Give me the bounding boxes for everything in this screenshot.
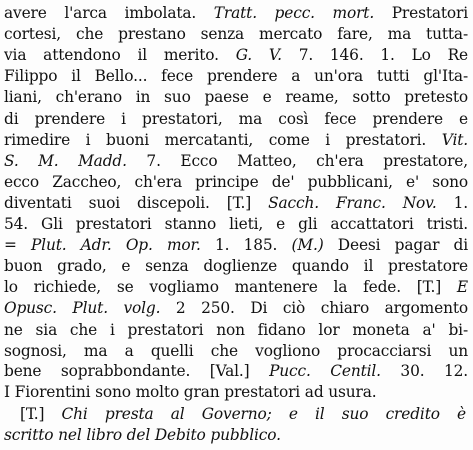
text-line: sognosi, ma a quelli che vogliono procacciarsi un	[4, 341, 468, 360]
text-line: lo richiede, se vogliamo mantenere la fede. [T.] E	[4, 278, 468, 297]
text-line: ne sia che i prestatori non fidano lor moneta a' bi-	[4, 320, 468, 339]
text-line: diventati suoi discepoli. [T.] Sacch. Franc. Nov. 1.	[4, 193, 468, 212]
text-line: ecco Zaccheo, ch'era principe de' pubblicani, e' sono	[4, 172, 468, 191]
text-line: bene soprabbondante. [Val.] Pucc. Centil. 30. 12.	[4, 362, 469, 380]
text-line: buon grado, e senza doglienze quando il prestatore	[4, 257, 468, 276]
text-line: = Plut. Adr. Op. mor. 1. 185. (M.) Deesi pagar di	[4, 236, 468, 255]
text-line: di prendere i prestatori, ma così fece prendere e	[4, 109, 468, 128]
text-line: S. M. Madd. 7. Ecco Matteo, ch'era prestatore,	[4, 151, 468, 170]
text-line: 54. Gli prestatori stanno lieti, e gli accattatori tristi.	[4, 215, 468, 233]
text-line: I Fiorentini sono molto gran prestatori ad usura.	[4, 383, 377, 401]
text-line: Opusc. Plut. volg. 2 250. Di ciò chiaro argomento	[4, 299, 468, 318]
text-line: liani, ch'erano in suo paese e reame, sotto pretesto	[4, 88, 468, 107]
note-line: scritto nel libro del Debito pubblico.	[4, 426, 281, 444]
text-line: Filippo il Bello... fece prendere a un'ora tutti gl'Ita-	[4, 67, 468, 86]
text-line: via attendono il merito. G. V. 7. 146. 1. Lo Re	[4, 46, 468, 65]
text-line: avere l'arca imbolata. Tratt. pecc. mort. Prestatori	[4, 4, 469, 22]
text-line: rimedire i buoni mercatanti, come i prestatori. Vit.	[4, 130, 468, 149]
note-line: [T.] Chi presta al Governo; e il suo credito è	[20, 405, 467, 423]
text-line: cortesi, che prestano senza mercato fare, ma tutta-	[4, 25, 468, 44]
